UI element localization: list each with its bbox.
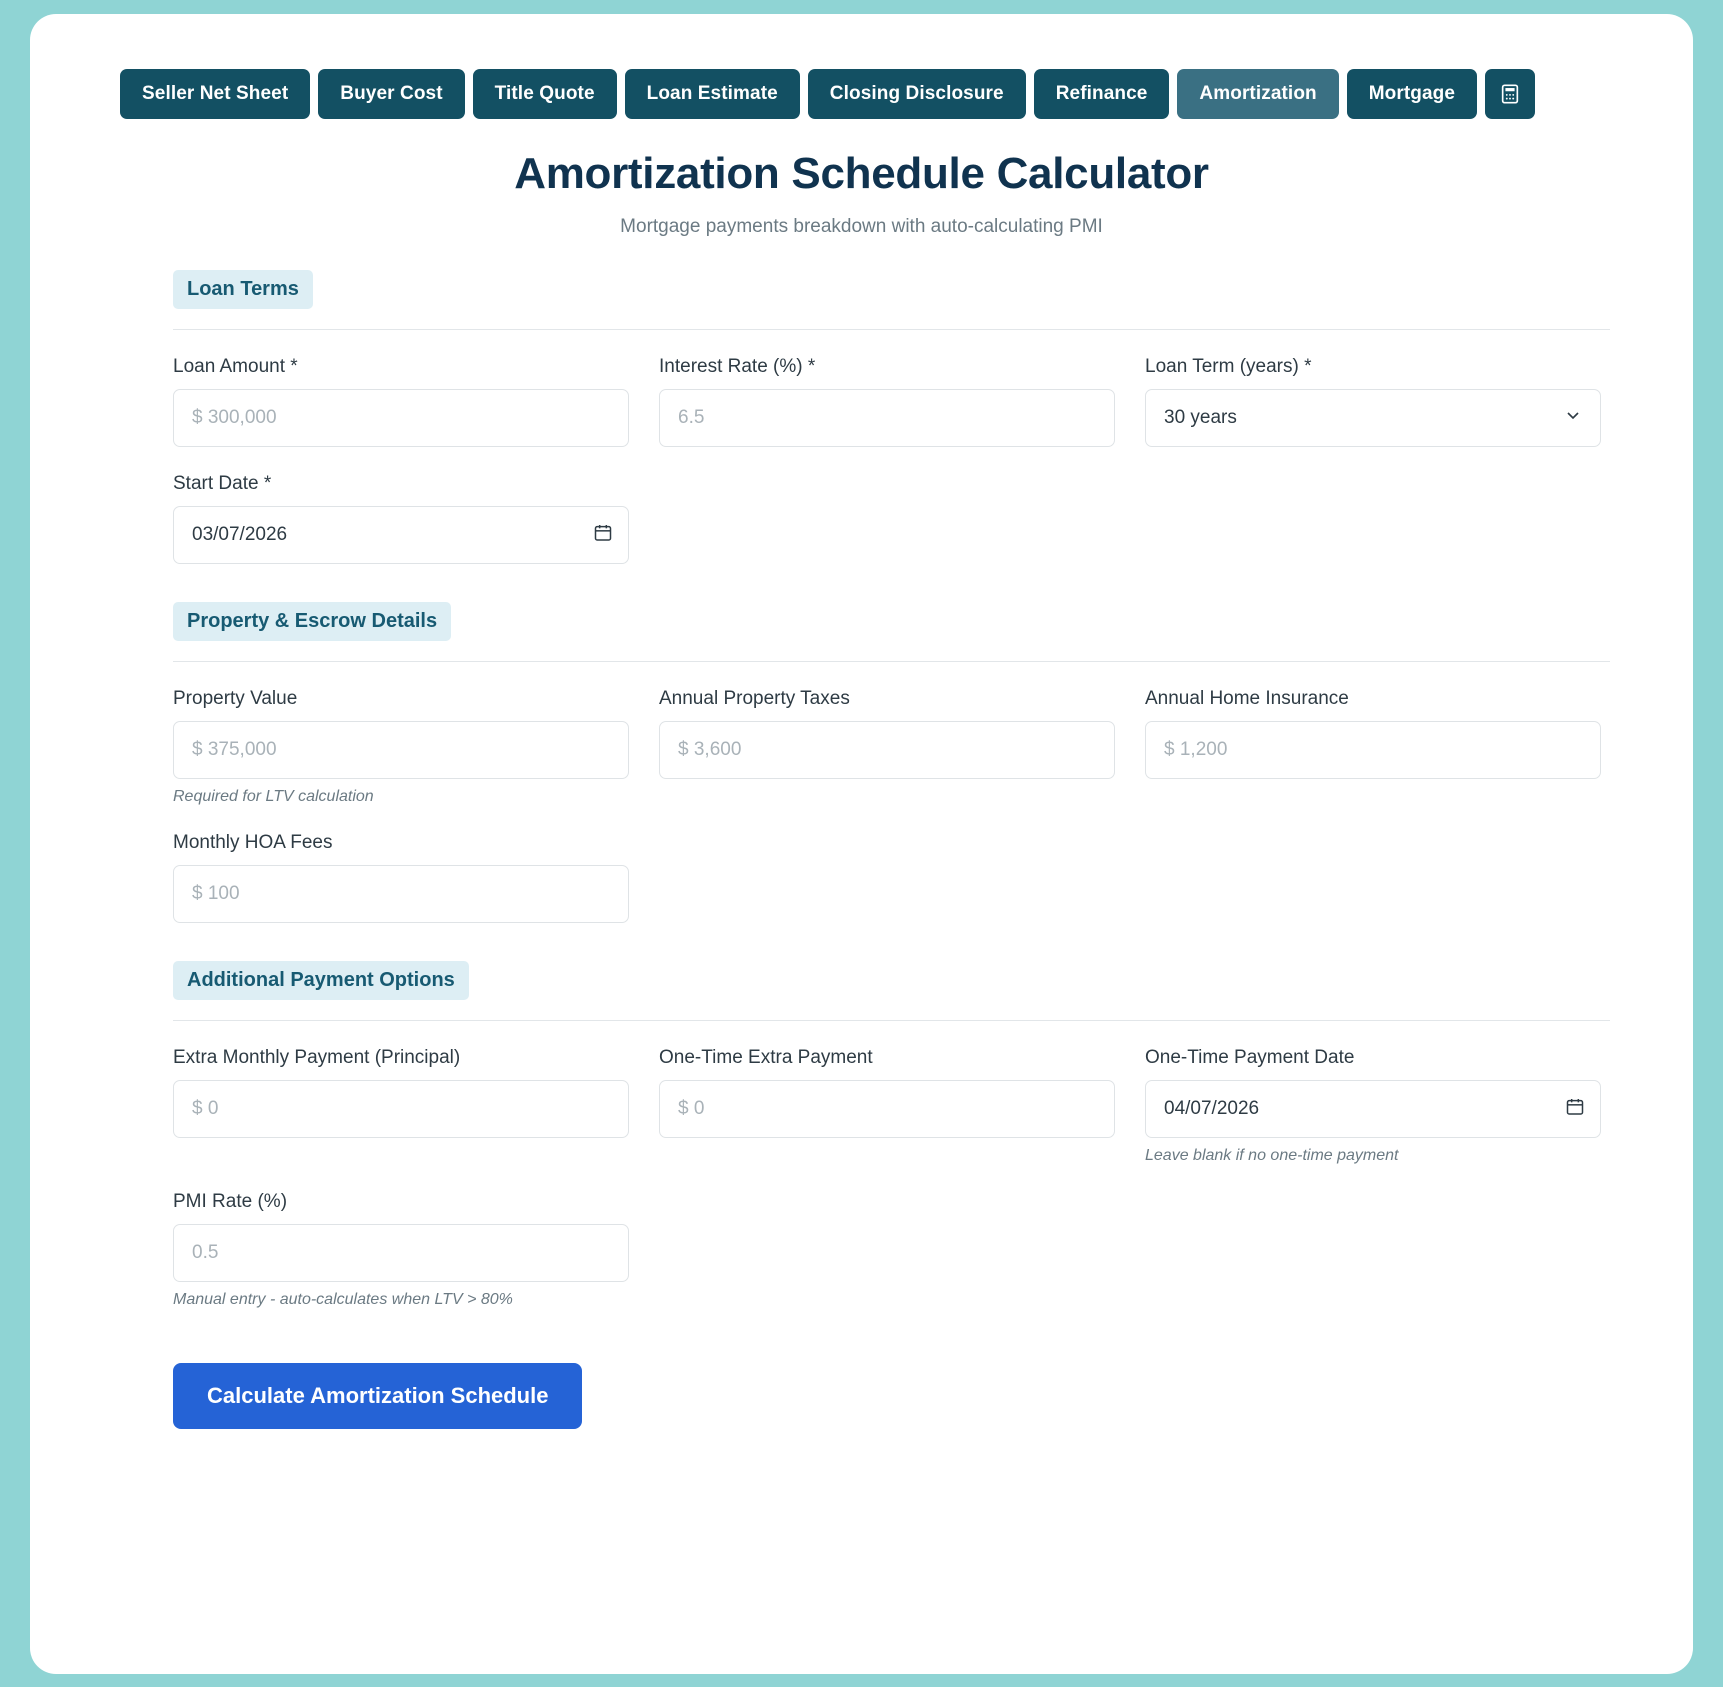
field-one-time-payment-date <box>1145 1047 1601 1165</box>
tab-refinance[interactable]: Refinance <box>1034 69 1170 119</box>
monthly-hoa-fees-input[interactable] <box>173 865 629 923</box>
tab-mortgage[interactable]: Mortgage <box>1347 69 1477 119</box>
tab-title-quote[interactable]: Title Quote <box>473 69 617 119</box>
tab-closing-disclosure[interactable]: Closing Disclosure <box>808 69 1026 119</box>
field-annual-home-insurance <box>1145 688 1601 806</box>
section-heading-property-escrow: Property & Escrow Details <box>173 602 451 641</box>
page-subtitle: Mortgage payments breakdown with auto-calculating PMI <box>620 216 1103 237</box>
row-loan-terms-2 <box>173 473 1610 564</box>
label-loan-amount: Loan Amount * <box>173 356 298 377</box>
row-property-1 <box>173 688 1610 806</box>
field-annual-property-taxes <box>659 688 1115 806</box>
start-date-wrap <box>173 506 629 564</box>
field-extra-monthly-payment <box>173 1047 629 1165</box>
row-additional-1 <box>173 1047 1610 1165</box>
hint-one-time-payment-date: Leave blank if no one-time payment <box>1145 1147 1399 1164</box>
field-monthly-hoa-fees <box>173 832 629 923</box>
property-value-input[interactable] <box>173 721 629 779</box>
label-property-value: Property Value <box>173 688 298 709</box>
label-extra-monthly-payment: Extra Monthly Payment (Principal) <box>173 1047 461 1068</box>
row-additional-2 <box>173 1191 1610 1309</box>
label-interest-rate: Interest Rate (%) * <box>659 356 816 377</box>
hint-property-value: Required for LTV calculation <box>173 788 374 805</box>
pmi-rate-input[interactable] <box>173 1224 629 1282</box>
annual-property-taxes-input[interactable] <box>659 721 1115 779</box>
one-time-payment-date-wrap <box>1145 1080 1601 1138</box>
label-monthly-hoa-fees: Monthly HOA Fees <box>173 832 333 853</box>
row-loan-terms-1 <box>173 356 1610 447</box>
one-time-extra-payment-input[interactable] <box>659 1080 1115 1138</box>
loan-amount-input[interactable] <box>173 389 629 447</box>
section-divider <box>173 661 1610 662</box>
tab-loan-estimate[interactable]: Loan Estimate <box>625 69 800 119</box>
tab-bar <box>120 69 1535 119</box>
field-property-value <box>173 688 629 806</box>
row-property-2 <box>173 832 1610 923</box>
interest-rate-input[interactable] <box>659 389 1115 447</box>
section-divider <box>173 1020 1610 1021</box>
field-loan-amount <box>173 356 629 447</box>
field-loan-term <box>1145 356 1601 447</box>
field-one-time-extra-payment <box>659 1047 1115 1165</box>
field-interest-rate <box>659 356 1115 447</box>
tab-seller-net-sheet[interactable]: Seller Net Sheet <box>120 69 310 119</box>
form-content <box>173 270 1610 1429</box>
label-loan-term: Loan Term (years) * <box>1145 356 1312 377</box>
page-title: Amortization Schedule Calculator <box>514 149 1209 198</box>
label-annual-property-taxes: Annual Property Taxes <box>659 688 850 709</box>
field-pmi-rate <box>173 1191 629 1309</box>
section-heading-additional-payment: Additional Payment Options <box>173 961 469 1000</box>
field-start-date <box>173 473 629 564</box>
annual-home-insurance-input[interactable] <box>1145 721 1601 779</box>
tab-amortization[interactable]: Amortization <box>1177 69 1338 119</box>
loan-term-select-wrap <box>1145 389 1601 447</box>
start-date-input[interactable] <box>173 506 629 564</box>
label-one-time-payment-date: One-Time Payment Date <box>1145 1047 1355 1068</box>
label-one-time-extra-payment: One-Time Extra Payment <box>659 1047 873 1068</box>
page-card <box>30 14 1693 1674</box>
label-pmi-rate: PMI Rate (%) <box>173 1191 288 1212</box>
hint-pmi-rate: Manual entry - auto-calculates when LTV > 80% <box>173 1291 513 1308</box>
one-time-payment-date-input[interactable] <box>1145 1080 1601 1138</box>
extra-monthly-payment-input[interactable] <box>173 1080 629 1138</box>
loan-term-select[interactable] <box>1145 389 1601 447</box>
label-annual-home-insurance: Annual Home Insurance <box>1145 688 1349 709</box>
section-heading-loan-terms: Loan Terms <box>173 270 313 309</box>
calculate-amortization-schedule-button[interactable]: Calculate Amortization Schedule <box>173 1363 582 1429</box>
calculator-icon[interactable] <box>1485 69 1535 119</box>
label-start-date: Start Date * <box>173 473 272 494</box>
section-divider <box>173 329 1610 330</box>
tab-buyer-cost[interactable]: Buyer Cost <box>318 69 464 119</box>
